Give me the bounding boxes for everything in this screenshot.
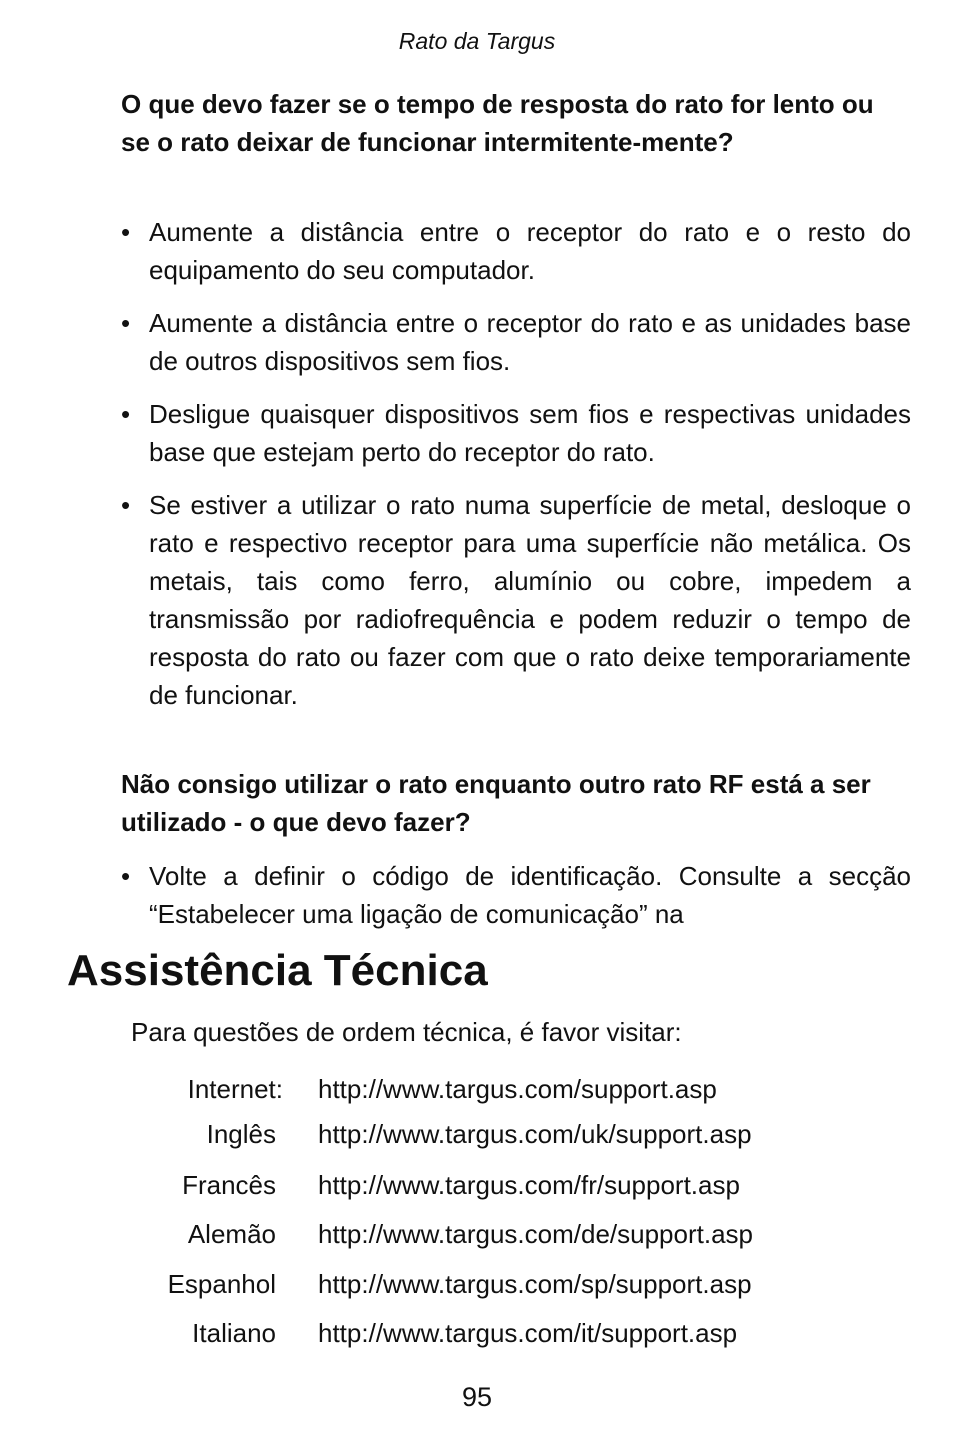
support-label: Espanhol [167, 1269, 276, 1299]
faq-question: O que devo fazer se o tempo de resposta do rato for lento ou se o rato deixar de funcionar intermitente-mente? [121, 89, 874, 157]
page-number: 95 [461, 1382, 493, 1412]
list-item: • Se estiver a utilizar o rato numa superfície de metal, desloque o rato e respectivo receptor para uma superfície não metálica. Os metais, tais como ferro, alumínio ou cobre, impedem a transmissão por radiofrequência e podem reduzir o tempo de resposta do rato ou fazer com que o rato deixe temporariamente de funcionar. [121, 486, 911, 714]
support-label: Italiano [192, 1318, 276, 1348]
support-intro: Para questões de ordem técnica, é favor visitar: [131, 1017, 682, 1047]
faq-answer-list [121, 857, 911, 937]
list-item: • Volte a definir o código de identificação. Consulte a secção “Estabelecer uma ligação de comunicação” na [121, 857, 911, 933]
support-label: Internet: [187, 1074, 283, 1104]
support-label: Inglês [206, 1119, 276, 1149]
support-link[interactable]: http://www.targus.com/sp/support.asp [318, 1269, 752, 1299]
running-header: Rato da Targus [398, 28, 556, 54]
section-title: Assistência Técnica [67, 946, 488, 995]
support-link[interactable]: http://www.targus.com/fr/support.asp [318, 1170, 740, 1200]
faq-answer-list [121, 213, 911, 729]
list-item: • Aumente a distância entre o receptor do rato e o resto do equipamento do seu computador. [121, 213, 911, 289]
faq-question: Não consigo utilizar o rato enquanto outro rato RF está a ser utilizado - o que devo fazer? [121, 769, 871, 837]
support-link[interactable]: http://www.targus.com/it/support.asp [318, 1318, 738, 1348]
list-item: • Aumente a distância entre o receptor do rato e as unidades base de outros dispositivos sem fios. [121, 304, 911, 380]
support-label: Francês [182, 1170, 276, 1200]
support-link[interactable]: http://www.targus.com/de/support.asp [318, 1219, 753, 1249]
support-link[interactable]: http://www.targus.com/support.asp [318, 1074, 717, 1104]
support-label: Alemão [187, 1219, 276, 1249]
support-link[interactable]: http://www.targus.com/uk/support.asp [318, 1119, 752, 1149]
list-item: • Desligue quaisquer dispositivos sem fios e respectivas unidades base que estejam perto do receptor do rato. [121, 395, 911, 471]
